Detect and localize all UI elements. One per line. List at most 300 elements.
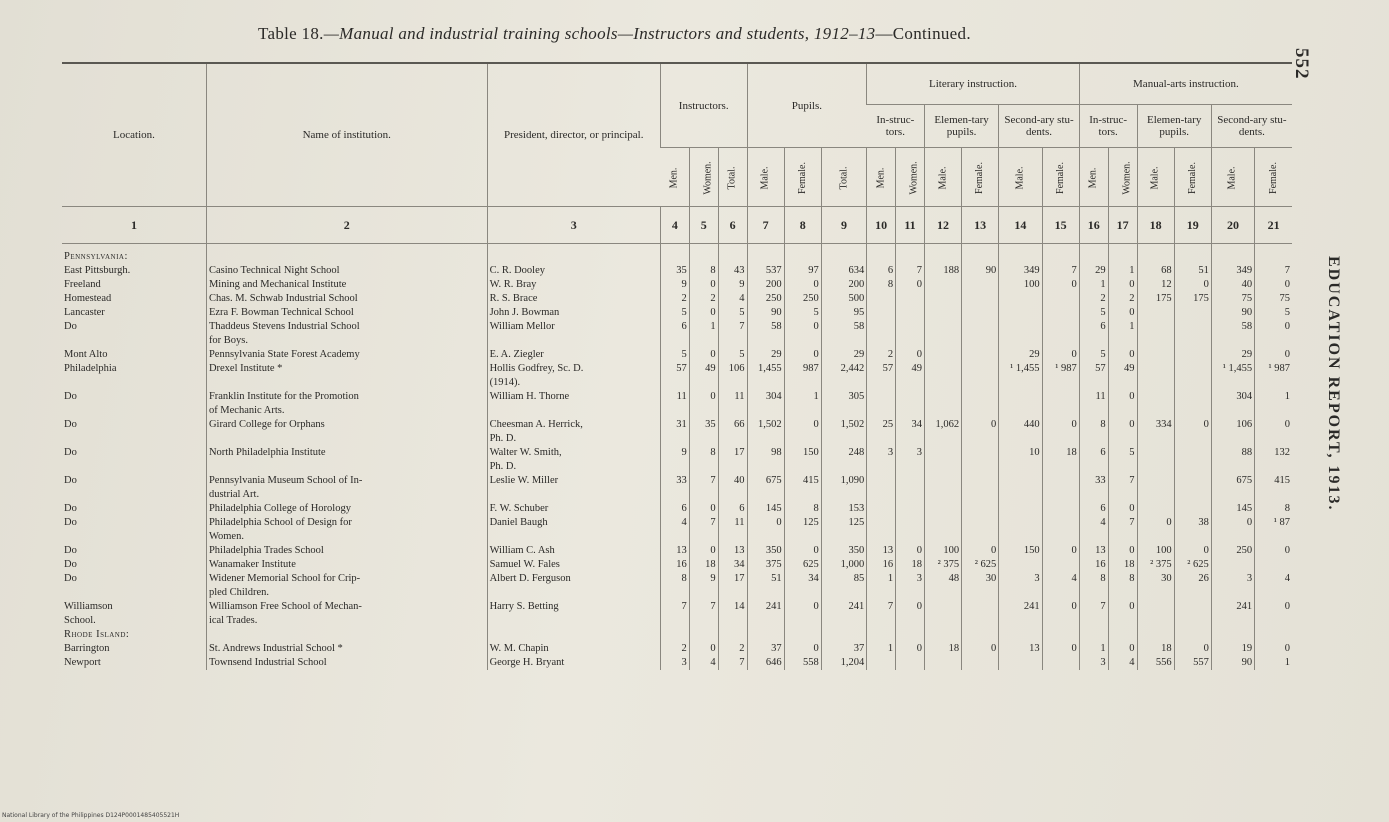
value-cell	[896, 656, 925, 670]
value-cell: 7	[1255, 264, 1292, 278]
value-cell	[1079, 586, 1108, 600]
location-cell: School.	[64, 615, 96, 626]
value-cell: 11	[660, 390, 689, 404]
column-number: 8	[784, 207, 821, 244]
column-number: 12	[924, 207, 961, 244]
value-cell	[999, 474, 1042, 488]
location-cell: Homestead	[64, 293, 112, 304]
value-cell	[896, 516, 925, 530]
value-cell: 48	[924, 572, 961, 586]
table-row	[62, 418, 1292, 432]
value-cell: 0	[1108, 306, 1137, 320]
value-cell: 0	[1174, 278, 1211, 292]
value-cell: 3	[1079, 656, 1108, 670]
value-cell: 57	[1079, 362, 1108, 376]
value-cell	[999, 306, 1042, 320]
value-cell	[1174, 488, 1211, 502]
value-cell: 625	[784, 558, 821, 572]
value-cell: 6	[660, 502, 689, 516]
value-cell	[784, 404, 821, 418]
value-cell: 19	[1211, 642, 1254, 656]
footer-text: National Library of the Philippines D124P0001485405521H	[2, 812, 180, 819]
value-cell	[896, 320, 925, 334]
value-cell	[962, 292, 999, 306]
institution-cell: pled Children.	[206, 586, 487, 600]
value-cell	[1042, 404, 1079, 418]
value-cell	[747, 404, 784, 418]
value-cell	[1042, 320, 1079, 334]
value-cell	[1174, 376, 1211, 390]
institution-cell	[206, 376, 487, 390]
location-cell	[62, 460, 206, 474]
value-cell: 18	[924, 642, 961, 656]
value-cell	[999, 460, 1042, 474]
value-cell: 0	[1174, 642, 1211, 656]
institution-cell: Williamson Free School of Mechan-	[206, 600, 487, 614]
value-cell: 18	[1042, 446, 1079, 460]
value-cell	[1137, 362, 1174, 376]
value-cell	[896, 614, 925, 628]
value-cell	[896, 530, 925, 544]
value-cell: 7	[718, 320, 747, 334]
value-cell: 100	[999, 278, 1042, 292]
table-row	[62, 502, 1292, 516]
president-cell: Hollis Godfrey, Sc. D.	[487, 362, 660, 376]
value-cell	[924, 516, 961, 530]
empty-cell	[867, 250, 896, 264]
value-cell	[999, 656, 1042, 670]
value-cell: 304	[1211, 390, 1254, 404]
value-cell: 13	[867, 544, 896, 558]
value-cell	[1174, 404, 1211, 418]
value-cell: 18	[896, 558, 925, 572]
value-cell	[924, 334, 961, 348]
table-row	[62, 292, 1292, 306]
column-number-row	[62, 207, 1292, 244]
column-number: 21	[1255, 207, 1292, 244]
value-cell: 7	[1108, 516, 1137, 530]
institution-cell: Chas. M. Schwab Industrial School	[206, 292, 487, 306]
institution-cell: Women.	[206, 530, 487, 544]
president-cell	[487, 586, 660, 600]
value-cell: 2	[1079, 292, 1108, 306]
value-cell	[962, 600, 999, 614]
value-cell: 0	[1137, 516, 1174, 530]
value-cell	[1137, 502, 1174, 516]
value-cell	[689, 586, 718, 600]
value-cell	[1211, 376, 1254, 390]
value-cell	[1211, 432, 1254, 446]
value-cell: 175	[1174, 292, 1211, 306]
value-cell	[1255, 432, 1292, 446]
table-row	[62, 488, 1292, 502]
value-cell	[1137, 530, 1174, 544]
value-cell: 34	[784, 572, 821, 586]
value-cell	[1255, 334, 1292, 348]
value-cell	[999, 614, 1042, 628]
value-cell: 7	[1042, 264, 1079, 278]
header-president: President, director, or principal.	[487, 63, 660, 207]
value-cell	[1174, 348, 1211, 362]
value-cell	[896, 334, 925, 348]
table-row	[62, 656, 1292, 670]
value-cell	[784, 586, 821, 600]
value-cell: 0	[1255, 600, 1292, 614]
empty-cell	[896, 250, 925, 264]
column-number: 1	[62, 207, 206, 244]
value-cell: 13	[1079, 544, 1108, 558]
value-cell	[689, 530, 718, 544]
value-cell: 0	[1108, 642, 1137, 656]
value-cell: 0	[896, 642, 925, 656]
value-cell	[1174, 502, 1211, 516]
value-cell	[1255, 614, 1292, 628]
president-cell: William C. Ash	[487, 544, 660, 558]
value-cell: 0	[784, 320, 821, 334]
president-cell: W. M. Chapin	[487, 642, 660, 656]
value-cell	[784, 376, 821, 390]
value-cell	[924, 390, 961, 404]
data-table	[62, 62, 1292, 670]
value-cell: 0	[689, 390, 718, 404]
value-cell	[718, 614, 747, 628]
column-number: 18	[1137, 207, 1174, 244]
president-cell: Samuel W. Fales	[487, 558, 660, 572]
value-cell	[784, 614, 821, 628]
value-cell	[962, 348, 999, 362]
value-cell	[867, 460, 896, 474]
value-cell	[1137, 390, 1174, 404]
value-cell: 25	[867, 418, 896, 432]
value-cell: 1,204	[821, 656, 866, 670]
value-cell	[1137, 404, 1174, 418]
value-cell: 33	[1079, 474, 1108, 488]
value-cell: 1	[1255, 390, 1292, 404]
value-cell: ¹ 1,455	[999, 362, 1042, 376]
header-location: Location.	[62, 63, 206, 207]
value-cell: 100	[924, 544, 961, 558]
value-cell	[962, 530, 999, 544]
location-cell	[62, 376, 206, 390]
value-cell: 4	[1108, 656, 1137, 670]
value-cell	[924, 376, 961, 390]
value-cell	[962, 474, 999, 488]
institution-cell: Philadelphia Trades School	[206, 544, 487, 558]
value-cell	[867, 432, 896, 446]
header-manual: Manual-arts instruction.	[1079, 63, 1292, 105]
value-cell	[1042, 376, 1079, 390]
value-cell: 18	[689, 558, 718, 572]
value-cell	[867, 390, 896, 404]
value-cell: 38	[1174, 516, 1211, 530]
value-cell	[896, 390, 925, 404]
subheader-total: Total.	[718, 148, 747, 207]
value-cell	[1211, 404, 1254, 418]
value-cell: 350	[821, 544, 866, 558]
value-cell	[1174, 460, 1211, 474]
value-cell: 17	[718, 446, 747, 460]
value-cell	[1079, 404, 1108, 418]
value-cell: ² 375	[924, 558, 961, 572]
value-cell: 250	[784, 292, 821, 306]
value-cell: 5	[660, 348, 689, 362]
value-cell	[1079, 432, 1108, 446]
empty-cell	[999, 628, 1042, 642]
value-cell: 349	[999, 264, 1042, 278]
institution-cell: St. Andrews Industrial School *	[206, 642, 487, 656]
value-cell	[999, 502, 1042, 516]
value-cell	[747, 586, 784, 600]
value-cell	[718, 586, 747, 600]
empty-cell	[1255, 628, 1292, 642]
value-cell: 415	[784, 474, 821, 488]
table-row	[62, 306, 1292, 320]
value-cell: 4	[1255, 572, 1292, 586]
president-cell: George H. Bryant	[487, 656, 660, 670]
table-row	[62, 278, 1292, 292]
value-cell: 14	[718, 600, 747, 614]
value-cell	[1255, 530, 1292, 544]
value-cell	[1211, 586, 1254, 600]
value-cell	[660, 614, 689, 628]
location-cell	[62, 334, 206, 348]
value-cell	[1079, 376, 1108, 390]
value-cell	[999, 404, 1042, 418]
empty-cell	[660, 628, 689, 642]
value-cell	[962, 516, 999, 530]
president-cell: Albert D. Ferguson	[487, 572, 660, 586]
value-cell	[1255, 460, 1292, 474]
institution-cell: Franklin Institute for the Promotion	[206, 390, 487, 404]
value-cell	[1174, 320, 1211, 334]
institution-cell	[206, 460, 487, 474]
value-cell: 34	[718, 558, 747, 572]
value-cell: 0	[747, 516, 784, 530]
table-row	[62, 474, 1292, 488]
value-cell: 1,502	[821, 418, 866, 432]
value-cell	[1108, 334, 1137, 348]
value-cell: 556	[1137, 656, 1174, 670]
value-cell	[1211, 530, 1254, 544]
value-cell: 3	[896, 446, 925, 460]
location-cell: Mont Alto	[64, 349, 108, 360]
column-number: 19	[1174, 207, 1211, 244]
value-cell: 90	[747, 306, 784, 320]
value-cell	[1174, 600, 1211, 614]
column-number: 7	[747, 207, 784, 244]
value-cell: 16	[660, 558, 689, 572]
empty-cell	[1211, 250, 1254, 264]
value-cell	[924, 362, 961, 376]
value-cell: 0	[689, 348, 718, 362]
location-cell: Do	[64, 545, 77, 556]
empty-cell	[867, 628, 896, 642]
value-cell	[718, 530, 747, 544]
value-cell	[689, 488, 718, 502]
value-cell	[1108, 586, 1137, 600]
value-cell	[1174, 614, 1211, 628]
value-cell: 7	[1108, 474, 1137, 488]
president-cell: E. A. Ziegler	[487, 348, 660, 362]
institution-cell: Widener Memorial School for Crip-	[206, 572, 487, 586]
value-cell: 0	[896, 348, 925, 362]
value-cell	[1137, 432, 1174, 446]
value-cell	[1137, 376, 1174, 390]
table-row	[62, 544, 1292, 558]
institution-cell: Philadelphia College of Horology	[206, 502, 487, 516]
value-cell: 350	[747, 544, 784, 558]
value-cell: 49	[1108, 362, 1137, 376]
value-cell: 6	[1079, 446, 1108, 460]
subheader-female: Female.	[1255, 148, 1292, 207]
value-cell: 98	[747, 446, 784, 460]
value-cell: 6	[1079, 320, 1108, 334]
value-cell	[1255, 586, 1292, 600]
location-cell	[62, 432, 206, 446]
value-cell: 125	[784, 516, 821, 530]
value-cell	[924, 502, 961, 516]
value-cell: ¹ 987	[1255, 362, 1292, 376]
table-row	[62, 376, 1292, 390]
value-cell: ¹ 987	[1042, 362, 1079, 376]
empty-cell	[784, 628, 821, 642]
value-cell	[1079, 488, 1108, 502]
institution-cell: for Boys.	[206, 334, 487, 348]
value-cell: 634	[821, 264, 866, 278]
value-cell	[1137, 460, 1174, 474]
value-cell	[867, 516, 896, 530]
value-cell: 8	[689, 264, 718, 278]
table-row	[62, 320, 1292, 334]
value-cell	[924, 432, 961, 446]
column-number: 9	[821, 207, 866, 244]
value-cell: 106	[1211, 418, 1254, 432]
subheader-men: Men.	[867, 148, 896, 207]
value-cell	[962, 376, 999, 390]
value-cell	[689, 432, 718, 446]
value-cell: 9	[660, 446, 689, 460]
subheader-men: Men.	[1079, 148, 1108, 207]
header-lit-instructors: In-struc-tors.	[867, 105, 925, 148]
value-cell	[660, 488, 689, 502]
value-cell: 97	[784, 264, 821, 278]
institution-cell: Casino Technical Night School	[206, 264, 487, 278]
value-cell: 16	[867, 558, 896, 572]
value-cell	[924, 488, 961, 502]
value-cell	[924, 586, 961, 600]
value-cell: 0	[1108, 418, 1137, 432]
value-cell: 90	[1211, 656, 1254, 670]
value-cell: 0	[784, 278, 821, 292]
value-cell: 415	[1255, 474, 1292, 488]
subheader-women: Women.	[1108, 148, 1137, 207]
value-cell: 375	[747, 558, 784, 572]
value-cell: 30	[962, 572, 999, 586]
value-cell: 334	[1137, 418, 1174, 432]
value-cell: 0	[962, 544, 999, 558]
value-cell: 250	[747, 292, 784, 306]
column-number: 15	[1042, 207, 1079, 244]
location-cell: East Pittsburgh.	[64, 265, 131, 276]
value-cell: 0	[784, 348, 821, 362]
value-cell: 7	[660, 600, 689, 614]
value-cell: 1	[689, 320, 718, 334]
value-cell: 440	[999, 418, 1042, 432]
value-cell	[1042, 432, 1079, 446]
subheader-male: Male.	[1137, 148, 1174, 207]
empty-cell	[689, 628, 718, 642]
value-cell: 8	[1079, 418, 1108, 432]
page-number: 552	[1291, 48, 1312, 80]
empty-cell	[896, 628, 925, 642]
empty-cell	[821, 628, 866, 642]
value-cell	[689, 376, 718, 390]
value-cell	[896, 586, 925, 600]
value-cell: 5	[718, 306, 747, 320]
value-cell	[999, 376, 1042, 390]
value-cell	[718, 404, 747, 418]
value-cell: 95	[821, 306, 866, 320]
value-cell	[1042, 474, 1079, 488]
value-cell: 7	[689, 516, 718, 530]
subheader-male: Male.	[924, 148, 961, 207]
value-cell: 241	[821, 600, 866, 614]
value-cell: 1,090	[821, 474, 866, 488]
president-cell	[487, 530, 660, 544]
location-cell: Do	[64, 321, 77, 332]
value-cell: 57	[660, 362, 689, 376]
value-cell: 90	[962, 264, 999, 278]
header-man-instructors: In-struc-tors.	[1079, 105, 1137, 148]
column-number: 11	[896, 207, 925, 244]
column-number: 13	[962, 207, 999, 244]
value-cell: 90	[1211, 306, 1254, 320]
value-cell	[821, 334, 866, 348]
value-cell	[962, 306, 999, 320]
location-cell: Newport	[64, 657, 101, 668]
table-row	[62, 586, 1292, 600]
value-cell: 1	[1108, 320, 1137, 334]
value-cell: 0	[1255, 642, 1292, 656]
value-cell	[1042, 390, 1079, 404]
empty-cell	[999, 250, 1042, 264]
state-heading: Pennsylvania:	[64, 251, 128, 262]
value-cell	[867, 376, 896, 390]
value-cell	[1079, 460, 1108, 474]
column-number: 5	[689, 207, 718, 244]
value-cell: 2,442	[821, 362, 866, 376]
value-cell: 2	[660, 642, 689, 656]
header-institution: Name of institution.	[206, 63, 487, 207]
value-cell	[747, 460, 784, 474]
value-cell: 349	[1211, 264, 1254, 278]
value-cell: 10	[999, 446, 1042, 460]
value-cell	[1042, 516, 1079, 530]
value-cell: 241	[747, 600, 784, 614]
value-cell	[867, 306, 896, 320]
subheader-female: Female.	[1174, 148, 1211, 207]
column-number: 6	[718, 207, 747, 244]
value-cell: 5	[1079, 348, 1108, 362]
value-cell	[660, 404, 689, 418]
president-cell	[487, 488, 660, 502]
empty-cell	[924, 628, 961, 642]
value-cell: 2	[867, 348, 896, 362]
value-cell: 37	[821, 642, 866, 656]
institution-cell: Ezra F. Bowman Technical School	[206, 306, 487, 320]
value-cell: 0	[962, 642, 999, 656]
value-cell	[1079, 334, 1108, 348]
